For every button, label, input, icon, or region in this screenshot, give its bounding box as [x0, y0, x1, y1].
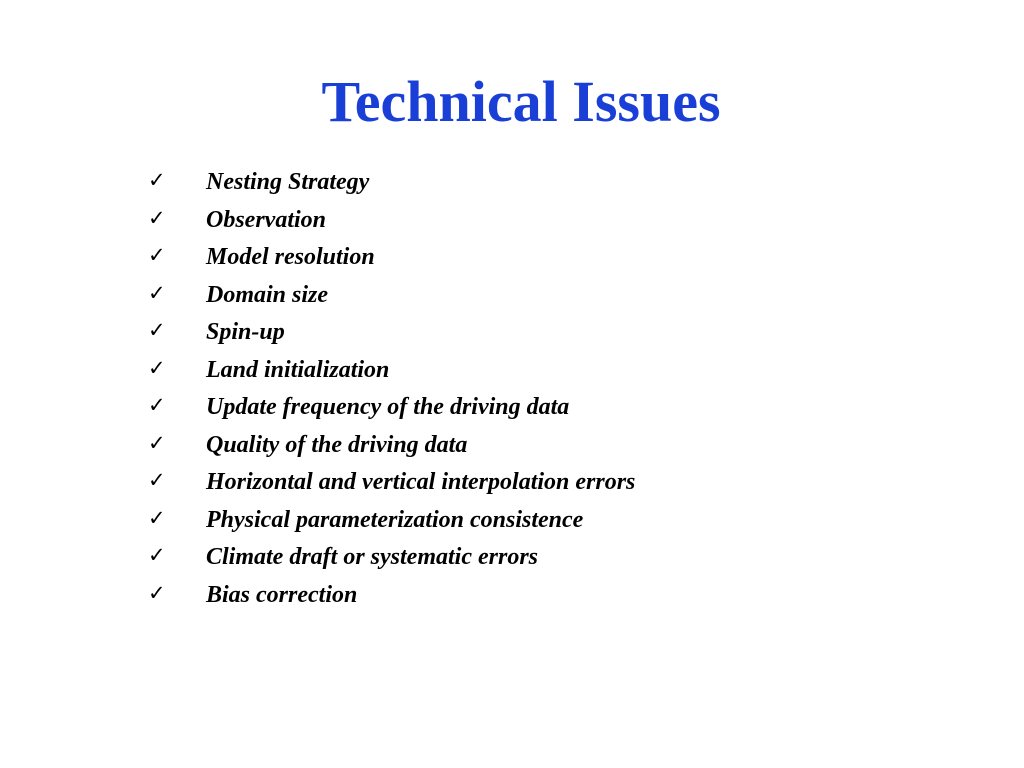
list-item — [148, 539, 635, 577]
list-item — [148, 577, 635, 615]
bullet-text: Domain size — [206, 281, 329, 308]
slide-title: Technical Issues — [321, 69, 721, 134]
checkmark-icon: ✓ — [148, 430, 166, 455]
list-item — [148, 389, 635, 427]
list-item — [148, 427, 635, 465]
bullet-text: Model resolution — [206, 244, 375, 271]
bullet-text: Bias correction — [206, 581, 358, 608]
checkmark-icon: ✓ — [148, 280, 166, 305]
checkmark-icon: ✓ — [148, 505, 166, 530]
checkmark-icon: ✓ — [148, 318, 166, 343]
bullet-text: Horizontal and vertical interpolation errors — [206, 469, 636, 496]
checkmark-icon: ✓ — [148, 243, 166, 268]
list-item — [148, 164, 635, 202]
bullet-text: Update frequency of the driving data — [206, 394, 570, 421]
list-item — [148, 502, 635, 540]
checkmark-icon: ✓ — [148, 543, 166, 568]
checkmark-icon: ✓ — [148, 355, 166, 380]
list-item — [148, 464, 635, 502]
list-item — [148, 239, 635, 277]
checkmark-icon: ✓ — [148, 205, 166, 230]
bullet-text: Climate draft or systematic errors — [206, 544, 538, 571]
list-item — [148, 202, 635, 240]
bullet-text: Land initialization — [206, 356, 390, 383]
list-item — [148, 314, 635, 352]
bullet-text: Quality of the driving data — [206, 431, 468, 458]
bullet-list — [148, 164, 635, 614]
bullet-text: Nesting Strategy — [206, 169, 370, 196]
bullet-text: Spin-up — [206, 319, 285, 346]
checkmark-icon: ✓ — [148, 468, 166, 493]
checkmark-icon: ✓ — [148, 393, 166, 418]
list-item — [148, 277, 635, 315]
bullet-text: Physical parameterization consistence — [206, 506, 584, 533]
checkmark-icon: ✓ — [148, 168, 166, 193]
checkmark-icon: ✓ — [148, 580, 166, 605]
list-item — [148, 352, 635, 390]
bullet-text: Observation — [206, 206, 326, 233]
